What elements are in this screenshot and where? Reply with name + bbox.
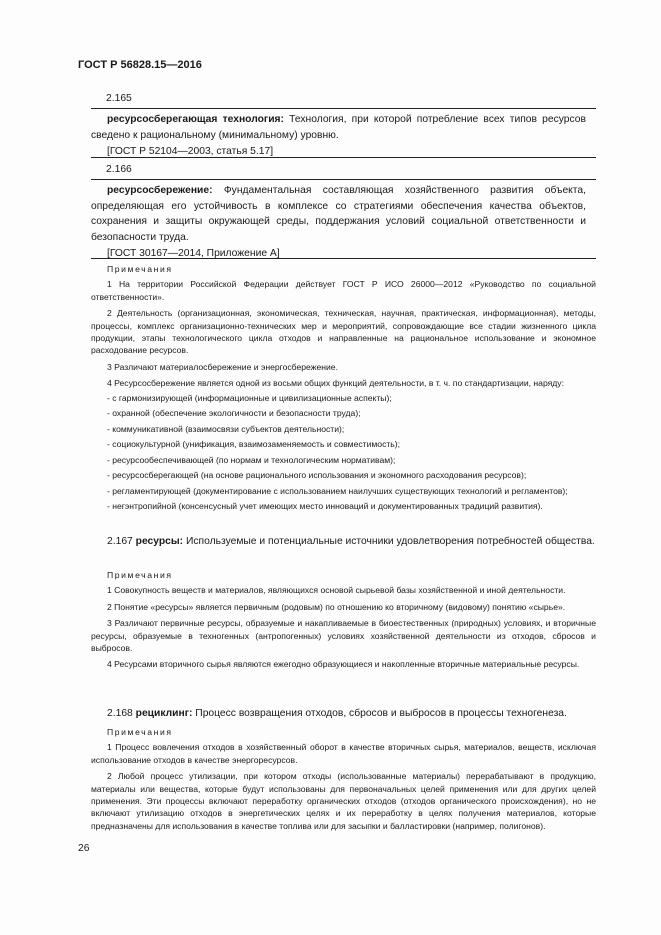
list-item: - негэнтропийной (консенсусный учет имеющих место инноваций и документированных традиций развития). — [107, 501, 543, 512]
page-number: 26 — [78, 843, 90, 854]
note: 1 Процесс вовлечения отходов в хозяйственный оборот в качестве вторичных сырья, материалов, веществ, исключая использование отходов в качестве энергоресурсов. — [91, 742, 596, 765]
list-item: - коммуникативной (взаимосвязи субъектов деятельности); — [107, 423, 345, 434]
entry-number: 2.167 — [107, 536, 133, 547]
definition: Процесс возвращения отходов, сбросов и выбросов в процессы техногенеза. — [195, 708, 567, 719]
term: ресурсы: — [135, 536, 184, 547]
note: 2 Понятие «ресурсы» является первичным (родовым) по отношению ко вторичному (видовому) понятию «сырье». — [107, 601, 566, 612]
list-item: - ресурсообеспечивающей (по нормам и технологическим нормативам); — [107, 454, 396, 465]
note: 2 Деятельность (организационная, экономическая, техническая, научная, практическая, информационная), методы, процессы, комплекс организационно-технических мер и мероприятий, сопровождающие все стадии жизненного цикла продукции, этапы технологического цикла отходов и направленные на рациональное использование и экономное расходование ресурсов. — [91, 308, 596, 356]
notes-title: Примечания — [107, 264, 173, 274]
note: 3 Различают первичные ресурсы, образуемые и накапливаемые в биоестественных (природных) условиях, и вторичные ресурсы, образуемые в техногенных (антропогенных) условиях хозяйственной деятельности из отходов, сбросов и выбросов. — [91, 618, 596, 654]
term: ресурсосбережение: — [107, 185, 213, 196]
document-header: ГОСТ Р 56828.15—2016 — [78, 59, 202, 71]
definition-box — [91, 179, 596, 259]
definition-text — [91, 112, 596, 143]
term-entry — [91, 706, 596, 722]
source-reference: [ГОСТ Р 52104—2003, статья 5.17] — [107, 146, 274, 157]
definition: Фундаментальная составляющая хозяйственного развития объекта, определяющая его устойчивость в комплексе со стратегиями обеспечения качества объектов, сохранения и защиты окружающей среды, поддержания условий социальной ответственности и безопасности труда. — [91, 185, 586, 243]
notes-block — [91, 726, 596, 832]
list-item: - охранной (обеспечение экологичности и безопасности труда); — [107, 408, 361, 419]
definition-text — [91, 706, 596, 722]
notes-title: Примечания — [107, 727, 173, 737]
definition: Технология, при которой потребление всех типов ресурсов сведено к рациональному (минимальному) уровню. — [91, 114, 586, 141]
definition-text — [91, 534, 596, 550]
definition: Используемые и потенциальные источники удовлетворения потребностей общества. — [185, 536, 595, 547]
note: 1 На территории Российской Федерации действует ГОСТ Р ИСО 26000—2012 «Руководство по социальной ответственности». — [91, 279, 596, 302]
note: 4 Ресурсами вторичного сырья являются ежегодно образующиеся и накопленные вторичные материальные ресурсы. — [107, 659, 580, 670]
list-item: - ресурсосберегающей (на основе рационального использования и экономного расходования ресурсов); — [107, 470, 527, 481]
source-reference: [ГОСТ 30167—2014, Приложение А] — [107, 248, 280, 259]
entry-number: 2.168 — [107, 708, 133, 719]
note: 3 Различают материалосбережение и энергосбережение. — [107, 361, 338, 372]
definition-text — [91, 183, 596, 245]
notes-title: Примечания — [107, 570, 173, 580]
list-item: - социокультурной (унификация, взаимозаменяемость и совместимость); — [107, 439, 401, 450]
note: 4 Ресурсосбережение является одной из восьми общих функций деятельности, в т. ч. по стандартизации, наряду: — [107, 378, 564, 389]
term: рециклинг: — [135, 708, 193, 719]
notes-block — [91, 263, 596, 513]
term-entry — [91, 534, 596, 550]
entry-number: 2.165 — [106, 93, 132, 104]
notes-block — [91, 569, 596, 671]
term: ресурсосберегающая технология: — [107, 114, 284, 125]
note: 2 Любой процесс утилизации, при котором отходы (использованные материалы) перерабатывают в продукцию, материалы или вещества, которые будут использованы для первоначальных целей применения или для других целей применения. Эти процессы включают переработку органических отходов (отходов органического происхождения), но не включают утилизацию отходов в энергетических целях и их переработку в целях получения материалов, которые предназначены для использования в качестве топлива или для засыпки и балластировки (например, полигонов). — [91, 771, 596, 831]
note: 1 Совокупность веществ и материалов, являющихся основой сырьевой базы хозяйственной и иной деятельности. — [107, 585, 566, 596]
entry-number: 2.166 — [106, 164, 132, 175]
list-item: - регламентирующей (документирование с использованием наилучших существующих технологий и регламентов); — [107, 485, 568, 496]
definition-box — [91, 108, 596, 158]
list-item: - с гармонизирующей (информационные и цивилизационные аспекты); — [107, 392, 392, 403]
